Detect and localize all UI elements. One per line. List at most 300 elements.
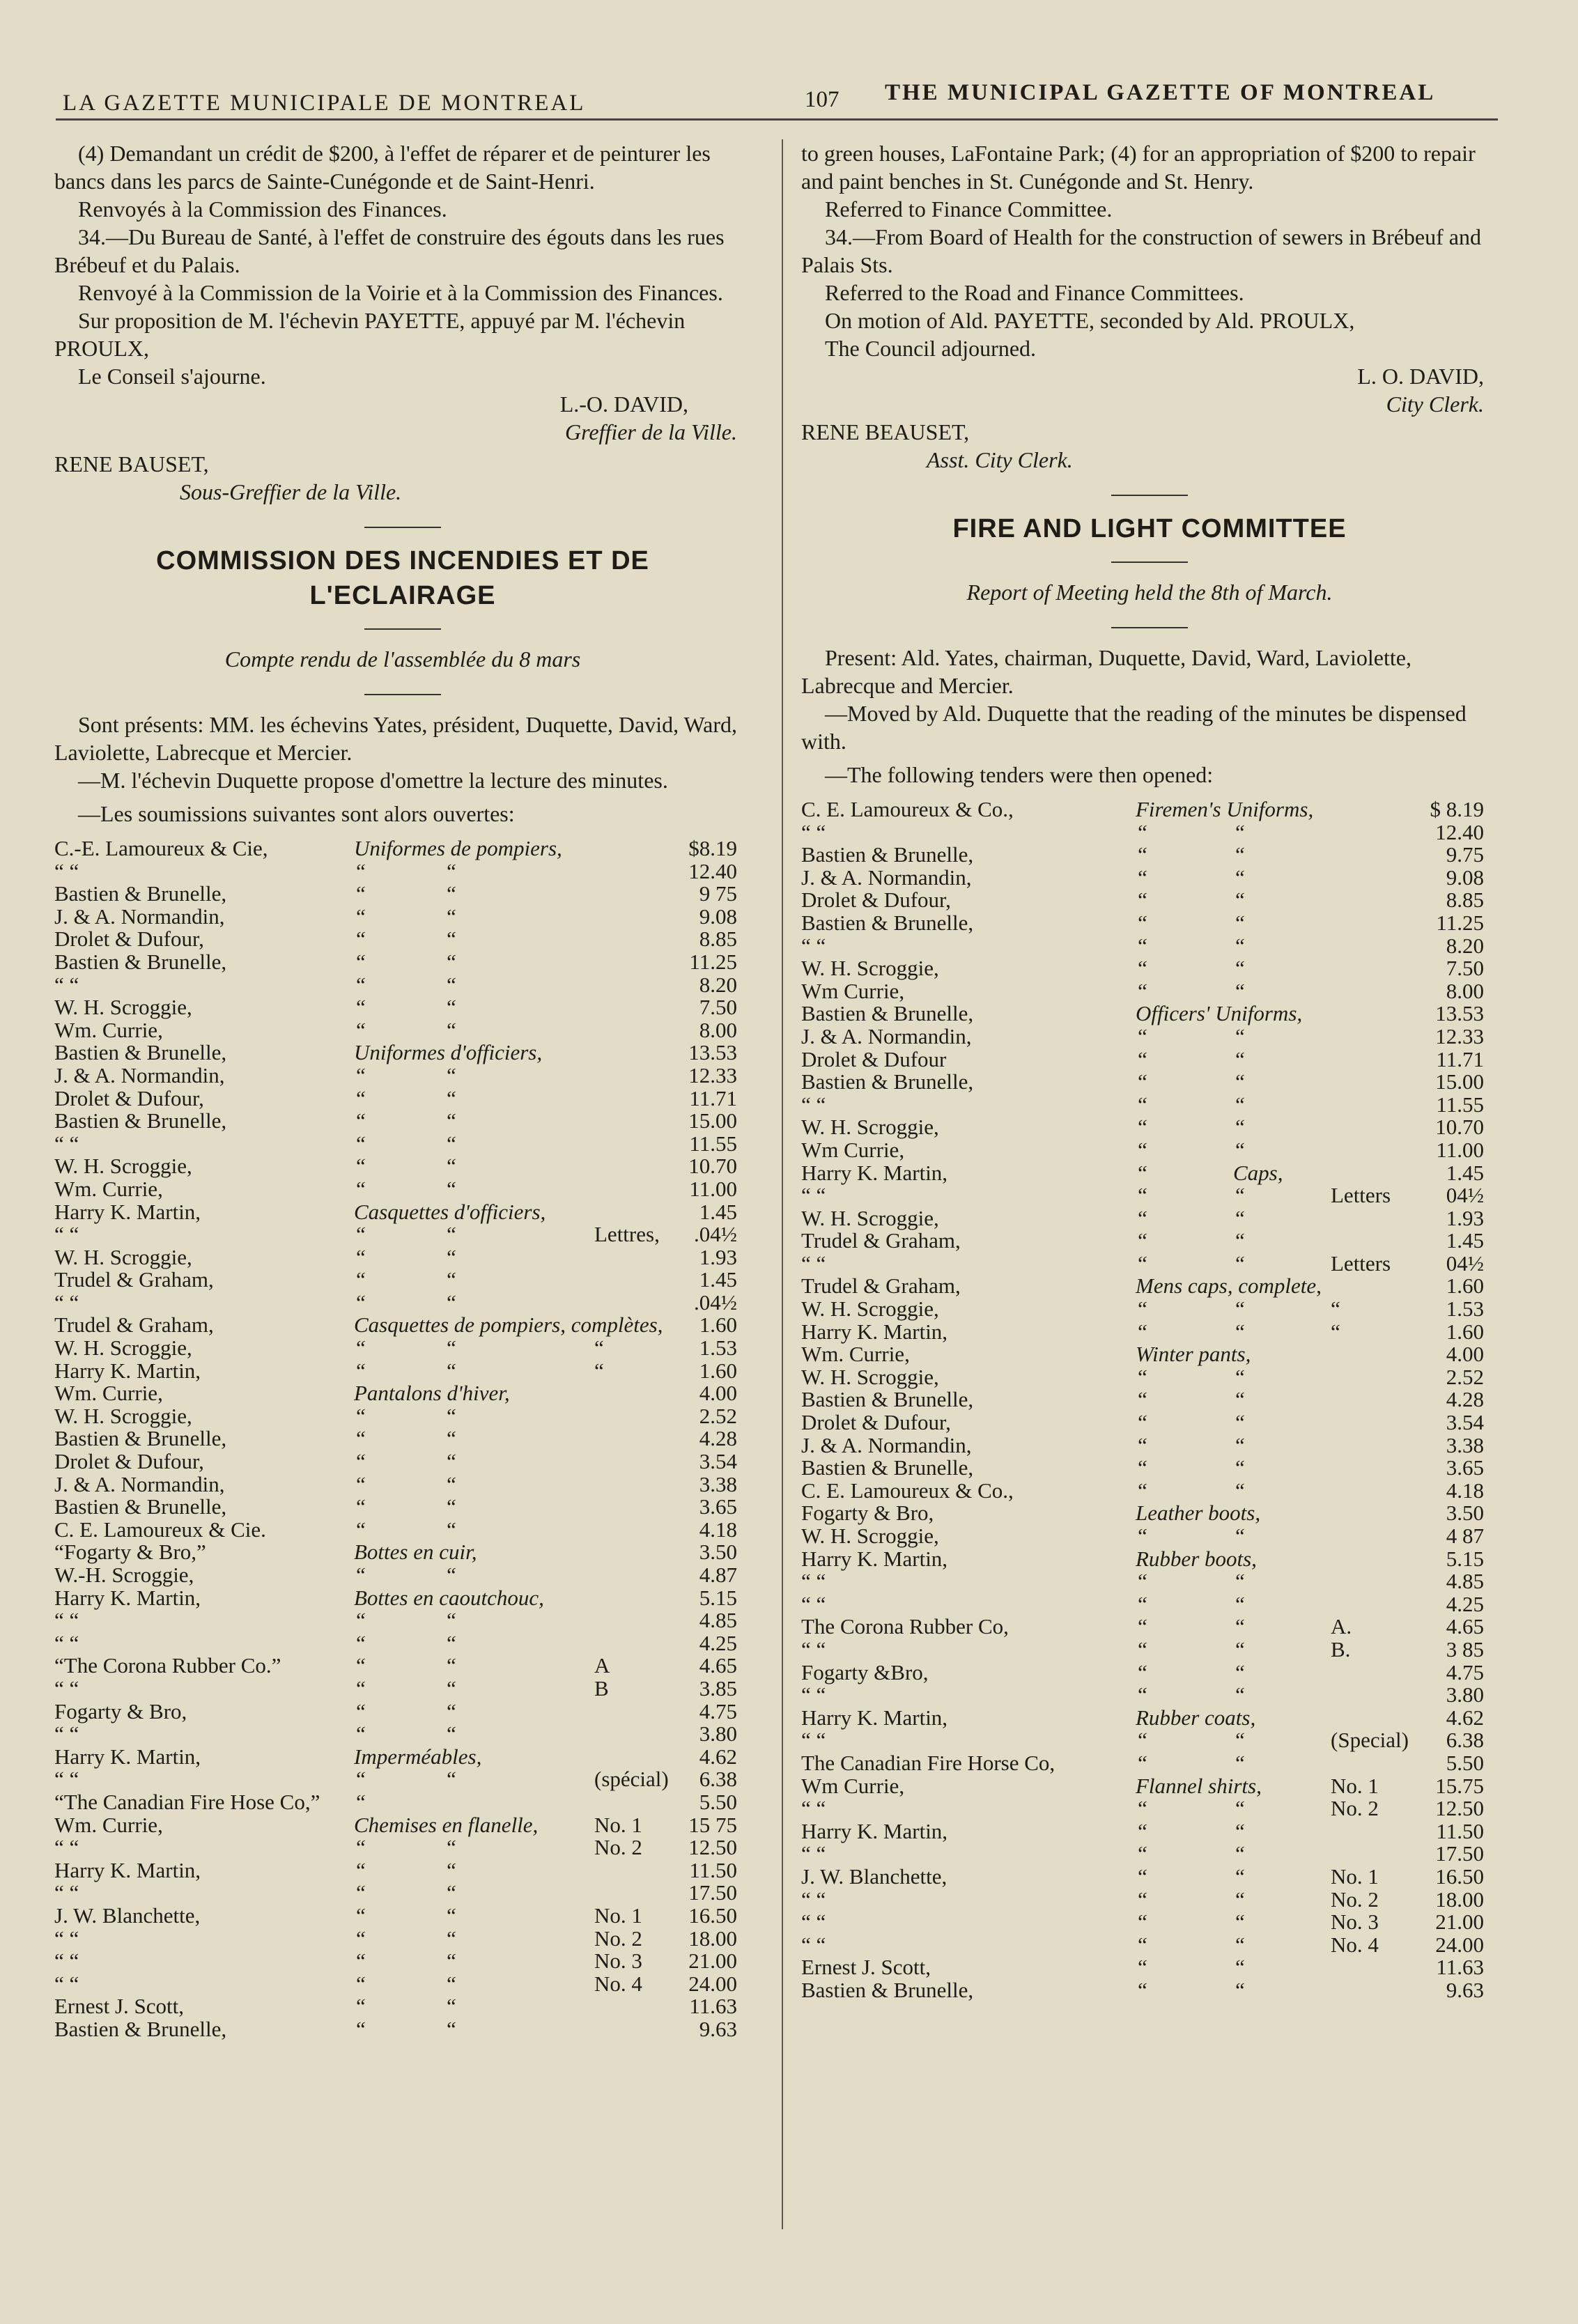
tender-item-ditto: “ (1233, 1023, 1246, 1048)
tender-row (54, 1473, 751, 1496)
tender-price: 04½ (1446, 1250, 1484, 1276)
tender-price: 18.00 (1435, 1887, 1484, 1912)
tender-item: “ (354, 1403, 366, 1428)
tender-price: 6.38 (1446, 1728, 1484, 1753)
tender-row (801, 1661, 1498, 1684)
tender-row (801, 1207, 1498, 1230)
paragraph: Referred to Finance Committee. (825, 196, 1113, 222)
tender-item: “ (354, 1289, 366, 1315)
tender-item-ditto: “ (1233, 1319, 1246, 1344)
tender-price: 12.50 (1435, 1796, 1484, 1821)
tender-name: J. & A. Normandin, (54, 1062, 225, 1087)
tender-item: Uniformes de pompiers, (354, 836, 562, 860)
tender-price: 1.60 (699, 1312, 737, 1338)
tender-name: W. H. Scroggie, (801, 1364, 939, 1389)
tender-name: “ “ (54, 972, 79, 997)
tender-item: “ (1136, 1818, 1148, 1843)
tender-item: “ (1136, 1955, 1148, 1980)
tender-price: 5.50 (699, 1789, 737, 1814)
tender-name: Harry K. Martin, (801, 1319, 948, 1344)
tender-price: 3.54 (1446, 1410, 1484, 1435)
tender-price: 4.75 (1446, 1659, 1484, 1684)
tender-price: 8.00 (1446, 978, 1484, 1003)
tender-row (54, 1427, 751, 1450)
tender-row (801, 957, 1498, 980)
tender-row (801, 867, 1498, 890)
tender-row (54, 1110, 751, 1133)
paragraph: 34.—Du Bureau de Santé, à l'effet de construire des égouts dans les rues Brébeuf et du Palais. (54, 224, 725, 277)
tender-row (54, 1632, 751, 1655)
tender-name: Trudel & Graham, (54, 1312, 214, 1338)
tender-row (54, 1814, 751, 1837)
tender-item-ditto: “ (1233, 1455, 1246, 1480)
tender-item-ditto: “ (1233, 1115, 1246, 1140)
tender-item: “ (1136, 1205, 1148, 1230)
tender-item-ditto: “ (444, 1426, 457, 1451)
tender-price: 5.15 (1446, 1546, 1484, 1571)
tender-name: “The Canadian Fire Hose Co,” (54, 1789, 320, 1814)
tender-row (801, 1775, 1498, 1798)
tender-item-ditto: “ (444, 1289, 457, 1315)
tender-item: “ (354, 1563, 366, 1587)
tender-item: Rubber boots, (1136, 1546, 1257, 1571)
tender-row (801, 1956, 1498, 1979)
tender-item: Pantalons d'hiver, (354, 1381, 510, 1406)
tender-item: “ (1136, 1160, 1148, 1185)
tender-row (801, 1752, 1498, 1775)
tender-name: W. H. Scroggie, (54, 1335, 192, 1361)
tender-row (54, 1360, 751, 1383)
tender-item: “ (354, 1675, 366, 1701)
tender-price: 1.45 (1446, 1228, 1484, 1253)
section-rule (364, 628, 441, 630)
tender-note: No. 3 (594, 1949, 642, 1974)
tender-item-ditto: “ (444, 1131, 457, 1156)
tender-name: Wm Currie, (801, 1137, 905, 1162)
tender-item: “ (354, 1085, 366, 1110)
tender-item: “ (354, 1608, 366, 1633)
tender-item-ditto: “ (1233, 1183, 1246, 1208)
tender-item-ditto: “ (1233, 1591, 1246, 1616)
tender-price: 5.50 (1446, 1750, 1484, 1775)
paragraph: —Moved by Ald. Duquette that the reading of the minutes be dispensed with. (801, 701, 1467, 754)
tender-item: “ (354, 1108, 366, 1133)
tender-item: “ (1136, 1137, 1148, 1162)
tender-item: “ (354, 972, 366, 997)
tender-price: 4.75 (699, 1698, 737, 1723)
tender-row (54, 860, 751, 883)
tender-item: “ (354, 1653, 366, 1678)
tender-price: 7.50 (699, 995, 737, 1020)
tender-item-ditto: “ (444, 1971, 457, 1996)
tender-item: “ (1136, 1364, 1148, 1389)
tender-price: 11.55 (1436, 1092, 1484, 1117)
tender-item-ditto: “ (444, 1176, 457, 1201)
tenders-table (801, 798, 1498, 2001)
tender-price: 2.52 (1446, 1364, 1484, 1389)
tender-item: “ (1136, 1046, 1148, 1071)
tender-item: “ (1136, 888, 1148, 913)
tender-note: Letters (1331, 1183, 1391, 1208)
tender-price: 1.60 (699, 1358, 737, 1383)
tender-note: B (594, 1675, 609, 1701)
tender-price: 18.00 (688, 1926, 737, 1951)
tender-name: Wm. Currie, (54, 1812, 163, 1837)
tender-item: “ (354, 1267, 366, 1292)
section-heading: COMMISSION DES INCENDIES ET DE L'ECLAIRAGE (156, 546, 649, 610)
tender-price: 24.00 (1435, 1932, 1484, 1957)
tender-name: Harry K. Martin, (801, 1818, 948, 1843)
tender-price: 3.65 (699, 1494, 737, 1519)
tender-price: 9.63 (1446, 1977, 1484, 2002)
header-rule (56, 118, 1498, 121)
tender-note: No. 4 (1331, 1932, 1379, 1957)
tender-item: “ (354, 1971, 366, 1996)
tender-name: Wm. Currie, (54, 1381, 163, 1406)
tender-item-ditto: “ (1233, 1796, 1246, 1821)
tender-item: Officers' Uniforms, (1136, 1001, 1303, 1026)
tender-price: 11.55 (689, 1131, 737, 1156)
tender-item-ditto: “ (444, 1471, 457, 1496)
tender-note: (spécial) (594, 1767, 669, 1792)
tender-item-ditto: “ (444, 2016, 457, 2041)
tender-item-ditto: “ (1233, 865, 1246, 890)
tender-price: 3.38 (699, 1471, 737, 1496)
tender-row (801, 798, 1498, 821)
tender-row (801, 889, 1498, 912)
tender-name: J. & A. Normandin, (801, 1023, 972, 1048)
tender-item: “ (1136, 1023, 1148, 1048)
tender-item: “ (354, 1698, 366, 1723)
tender-price: 17.50 (1435, 1841, 1484, 1866)
tender-name: “ “ (54, 1675, 79, 1701)
tender-name: “ “ (801, 1932, 826, 1957)
tender-price: 9.63 (699, 2016, 737, 2041)
tender-name: Fogarty & Bro, (54, 1698, 187, 1723)
page-header (63, 77, 1498, 118)
tender-item-ditto: “ (444, 995, 457, 1020)
tender-item: Imperméables, (354, 1744, 482, 1769)
tender-name: Drolet & Dufour, (54, 927, 204, 952)
tender-price: 3.38 (1446, 1432, 1484, 1457)
tender-name: W.-H. Scroggie, (54, 1563, 194, 1587)
tender-name: W. H. Scroggie, (801, 1205, 939, 1230)
section-heading: FIRE AND LIGHT COMMITTEE (952, 514, 1347, 543)
tender-row (54, 1155, 751, 1178)
tender-item: “ (354, 1335, 366, 1361)
tender-name: Trudel & Graham, (54, 1267, 214, 1292)
tender-name: “ “ (801, 1682, 826, 1707)
signature-name: L. O. DAVID, (1357, 364, 1484, 389)
tender-name: Ernest J. Scott, (801, 1955, 931, 1980)
tender-item: “ (354, 1471, 366, 1496)
tender-item-ditto: “ (444, 1222, 457, 1247)
tender-item-ditto: “ (1233, 1410, 1246, 1435)
tender-row (54, 1269, 751, 1292)
tender-row (54, 1314, 751, 1337)
tender-item: “ (354, 1630, 366, 1655)
section-rule (364, 527, 441, 528)
tender-price: 15.75 (1435, 1773, 1484, 1798)
tender-item: “ (354, 904, 366, 929)
tender-item: “ (354, 2016, 366, 2041)
tender-item-ditto: “ (444, 1767, 457, 1792)
tender-price: 16.50 (688, 1903, 737, 1928)
tender-price: 8.20 (699, 972, 737, 997)
tender-item-ditto: “ (444, 1154, 457, 1179)
tender-price: 8.00 (699, 1017, 737, 1042)
tender-row (54, 1405, 751, 1428)
tender-row (54, 1587, 751, 1610)
section-rule (1111, 561, 1188, 563)
tender-name: Fogarty &Bro, (801, 1659, 929, 1684)
tender-name: “ “ (54, 1222, 79, 1247)
tender-name: Drolet & Dufour, (801, 1410, 951, 1435)
tender-row (801, 1866, 1498, 1889)
section-rule (364, 694, 441, 695)
tender-item-ditto: “ (444, 1880, 457, 1905)
tender-price: 9 75 (699, 881, 737, 906)
header-french-title: LA GAZETTE MUNICIPALE DE MONTREAL (63, 91, 586, 116)
tender-price: 13.53 (688, 1040, 737, 1065)
tender-price: $ 8.19 (1430, 797, 1484, 821)
tender-item: “ (354, 1176, 366, 1201)
tender-row (54, 837, 751, 860)
signature-name: L.-O. DAVID, (559, 392, 688, 417)
tender-name: “ “ (801, 1636, 826, 1661)
tender-price: 4.25 (699, 1630, 737, 1655)
tender-note: Letters (1331, 1250, 1391, 1276)
tender-name: “ “ (54, 1835, 79, 1860)
tender-price: 24.00 (688, 1971, 737, 1996)
tender-price: 12.33 (688, 1062, 737, 1087)
tender-row (801, 1502, 1498, 1525)
tender-price: 11.00 (1436, 1137, 1484, 1162)
tender-row (801, 1843, 1498, 1866)
tender-name: “The Corona Rubber Co.” (54, 1653, 281, 1678)
tender-item: “ (354, 1062, 366, 1087)
tender-row (54, 1675, 751, 1701)
signature-title: Sous-Greffier de la Ville. (180, 479, 402, 504)
tender-item-ditto: “ (1233, 1864, 1246, 1889)
paragraph: to green houses, LaFontaine Park; (4) for an appropriation of $200 to repair and paint benches in St. Cunégonde and St. Henry. (801, 141, 1476, 194)
tender-item-ditto: “ (1233, 1205, 1246, 1230)
tender-item-ditto: “ (444, 1698, 457, 1723)
tender-price: 3.50 (699, 1540, 737, 1565)
tender-row (54, 1519, 751, 1542)
tender-row (54, 2018, 751, 2041)
signature-name: RENE BAUSET, (54, 451, 209, 477)
tender-item: Bottes en caoutchouc, (354, 1585, 544, 1610)
tender-price: 8.85 (699, 927, 737, 952)
tender-item: “ (354, 1244, 366, 1269)
tender-item: “ (1136, 1387, 1148, 1412)
tender-price: 4.25 (1446, 1591, 1484, 1616)
tender-item: “ (354, 1517, 366, 1542)
tender-price: 1.45 (699, 1267, 737, 1292)
tender-note: No. 3 (1331, 1909, 1379, 1935)
tender-price: 11.63 (689, 1994, 737, 2019)
tender-item: “ (354, 1949, 366, 1974)
tender-item-ditto: “ (1233, 1841, 1246, 1866)
tender-item-ditto: “ (444, 1494, 457, 1519)
tender-price: 17.50 (688, 1880, 737, 1905)
tender-item: “ (1136, 1478, 1148, 1503)
tender-item-ditto: “ (1233, 842, 1246, 867)
tender-price: 2.52 (699, 1403, 737, 1428)
tender-item: “ (354, 881, 366, 906)
tender-item: Chemises en flanelle, (354, 1812, 539, 1837)
tender-price: 7.50 (1446, 956, 1484, 981)
paragraph: Sur proposition de M. l'échevin PAYETTE, appuyé par M. l'échevin PROULX, (54, 308, 686, 361)
tender-item-ditto: “ (444, 904, 457, 929)
tender-item: “ (1136, 1228, 1148, 1253)
tender-item-ditto: “ (1233, 1478, 1246, 1503)
english-column (801, 139, 1498, 2001)
tender-item: “ (1136, 1682, 1148, 1707)
tender-item-ditto: “ (444, 1563, 457, 1587)
tender-item-ditto: “ (444, 1267, 457, 1292)
tender-name: W. H. Scroggie, (54, 1244, 192, 1269)
paragraph: (4) Demandant un crédit de $200, à l'effet de réparer et de peinturer les bancs dans les parcs de Sainte-Cunégonde et de Saint-Henri. (54, 141, 711, 194)
tender-price: 9.08 (1446, 865, 1484, 890)
tender-row (801, 1025, 1498, 1048)
tender-price: 4.65 (699, 1653, 737, 1678)
tender-row (801, 1434, 1498, 1457)
tender-row (54, 1496, 751, 1519)
tender-row (801, 1071, 1498, 1094)
tender-name: The Canadian Fire Horse Co, (801, 1750, 1055, 1775)
tender-row (801, 1094, 1498, 1117)
tender-name: “ “ (801, 1909, 826, 1935)
tender-row (801, 844, 1498, 867)
tender-price: 10.70 (688, 1154, 737, 1179)
tender-item-ditto: “ (1233, 1636, 1246, 1661)
tender-name: “ “ (54, 1880, 79, 1905)
tender-item: “ (354, 927, 366, 952)
tender-name: J. & A. Normandin, (54, 904, 225, 929)
tender-name: Bastien & Brunelle, (801, 1455, 974, 1480)
tender-row (801, 1116, 1498, 1139)
tender-price: 4.62 (699, 1744, 737, 1769)
tender-item: “ (1136, 1887, 1148, 1912)
tender-price: 4.65 (1446, 1614, 1484, 1639)
tender-item-ditto: “ (444, 881, 457, 906)
tender-item: “ (1136, 1410, 1148, 1435)
tender-item-ditto: “ (1233, 1818, 1246, 1843)
tender-row (54, 1859, 751, 1882)
tender-item-ditto: “ (444, 949, 457, 974)
paragraph: The Council adjourned. (825, 336, 1037, 361)
tender-price: 11.50 (689, 1857, 737, 1882)
tender-name: W. H. Scroggie, (801, 1296, 939, 1322)
tender-name: “ “ (801, 933, 826, 958)
tender-row (54, 1246, 751, 1269)
tender-note: “ (594, 1335, 604, 1361)
tender-price: 5.15 (699, 1585, 737, 1610)
tender-item-ditto: “ (444, 1517, 457, 1542)
tender-row (801, 1548, 1498, 1571)
tender-row (801, 1525, 1498, 1548)
tender-price: 4.18 (699, 1517, 737, 1542)
tender-price: 4.62 (1446, 1705, 1484, 1730)
tender-item: “ (1136, 1728, 1148, 1753)
tender-item: “ (1136, 1750, 1148, 1775)
tender-price: 1.60 (1446, 1319, 1484, 1344)
tender-item-ditto: “ (1233, 1614, 1246, 1639)
tender-price: 9.08 (699, 904, 737, 929)
tender-item: “ (1136, 910, 1148, 935)
tender-item-ditto: “ (1233, 910, 1246, 935)
tender-item: “ (1136, 1115, 1148, 1140)
tender-item: Mens caps, complete, (1136, 1273, 1322, 1299)
tender-price: 21.00 (1435, 1909, 1484, 1935)
tender-name: Harry K. Martin, (54, 1199, 201, 1224)
tender-row (54, 1609, 751, 1632)
tender-item-ditto: “ (1233, 888, 1246, 913)
tender-item-ditto: “ (1233, 1887, 1246, 1912)
tender-item-ditto: “ (1233, 1046, 1246, 1071)
tender-item-ditto: “ (1233, 1682, 1246, 1707)
tender-name: Trudel & Graham, (801, 1228, 961, 1253)
tender-name: “ “ (54, 1289, 79, 1315)
tender-note: (Special) (1331, 1728, 1409, 1753)
paragraph: 34.—From Board of Health for the construction of sewers in Brébeuf and Palais Sts. (801, 224, 1481, 277)
tender-price: 10.70 (1435, 1115, 1484, 1140)
tender-item: “ (1136, 1183, 1148, 1208)
tender-item-ditto: “ (1233, 1659, 1246, 1684)
tender-note: “ (1331, 1319, 1340, 1344)
tender-price: $8.19 (688, 836, 737, 860)
tender-price: 15.00 (1435, 1069, 1484, 1094)
tender-row (801, 1820, 1498, 1843)
tender-item: “ (1136, 1864, 1148, 1889)
tender-item: “ (1136, 1591, 1148, 1616)
tender-item-ditto: “ (444, 1608, 457, 1633)
tender-row (801, 1184, 1498, 1207)
tender-name: “ “ (801, 1728, 826, 1753)
tender-price: 4.87 (699, 1563, 737, 1587)
tender-price: 1.53 (699, 1335, 737, 1361)
signature-title: Asst. City Clerk. (927, 447, 1073, 472)
tender-item: “ (354, 1222, 366, 1247)
tender-price: 4 87 (1446, 1524, 1484, 1548)
tender-name: “ “ (801, 1250, 826, 1276)
tender-name: Wm Currie, (801, 1773, 905, 1798)
tender-item: “ (354, 1449, 366, 1474)
tender-row (801, 1707, 1498, 1730)
paragraph: Referred to the Road and Finance Committees. (825, 280, 1244, 305)
tender-name: Fogarty & Bro, (801, 1501, 934, 1526)
tender-item: “ (1136, 978, 1148, 1003)
paragraph: Renvoyés à la Commission des Finances. (78, 196, 447, 222)
tender-note: B. (1331, 1636, 1351, 1661)
tender-note: A. (1331, 1614, 1352, 1639)
tender-price: .04½ (694, 1289, 737, 1315)
tender-row (54, 1973, 751, 1996)
tender-item: “ (354, 1017, 366, 1042)
paragraph: Present: Ald. Yates, chairman, Duquette, David, Ward, Laviolette, Labrecque and Mercier. (801, 645, 1411, 698)
tender-row (801, 1911, 1498, 1934)
tender-item-ditto: “ (444, 1449, 457, 1474)
tender-name: Harry K. Martin, (54, 1358, 201, 1383)
tender-item-ditto: “ (444, 1653, 457, 1678)
tender-item: “ (1136, 1092, 1148, 1117)
tender-price: 21.00 (688, 1949, 737, 1974)
tender-row (54, 1041, 751, 1064)
tender-item-ditto: “ (1233, 1524, 1246, 1548)
section-subheading: Report of Meeting held the 8th of March. (966, 580, 1333, 605)
